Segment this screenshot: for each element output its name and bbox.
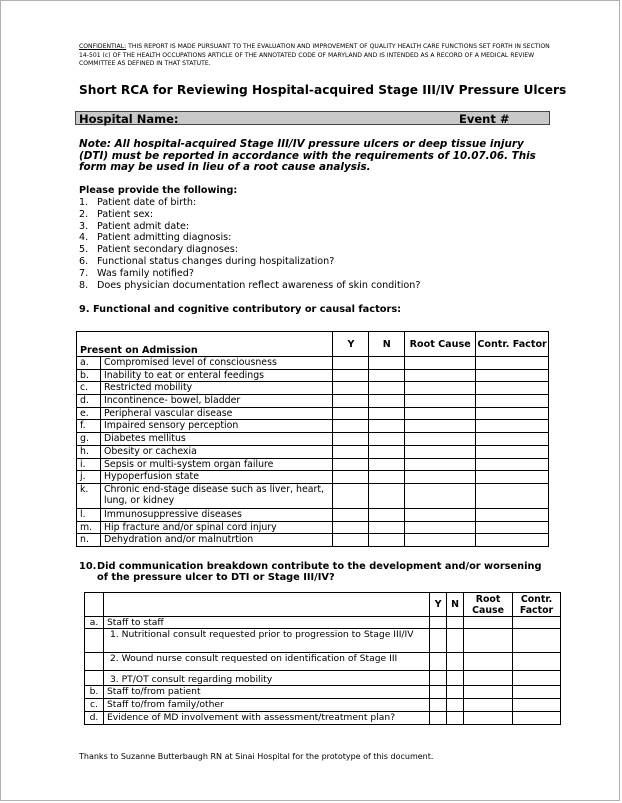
root-cause-cell[interactable]	[464, 712, 513, 725]
contr-factor-cell[interactable]	[513, 686, 561, 699]
question-list	[79, 197, 420, 291]
contr-factor-cell[interactable]	[476, 458, 549, 471]
table-row	[77, 395, 549, 408]
table-row	[77, 483, 549, 508]
root-cause-cell[interactable]	[405, 369, 476, 382]
section-10-heading	[79, 561, 549, 583]
row-label: Staff to staff	[103, 617, 429, 629]
root-cause-cell[interactable]	[405, 395, 476, 408]
table-header-row	[77, 332, 549, 357]
table-row	[85, 699, 561, 712]
question-number: 8.	[79, 279, 89, 291]
question-text: Patient secondary diagnoses:	[97, 244, 239, 256]
row-label: Compromised level of consciousness	[100, 357, 333, 370]
root-cause-cell[interactable]	[464, 671, 513, 686]
table-row	[85, 629, 561, 653]
reporting-note: Note: All hospital-acquired Stage III/IV pressure ulcers or deep tissue injury (DTI) must be reported in accordance with the requirements of 10.07.06. This form may be used in lieu of a root cause analysis.	[79, 138, 536, 174]
no-column-header: N	[447, 593, 464, 617]
no-cell[interactable]	[369, 407, 405, 420]
row-label: Staff to/from family/other	[103, 699, 429, 712]
question-item	[79, 221, 420, 233]
no-cell[interactable]	[447, 686, 464, 699]
row-letter	[85, 653, 104, 671]
question-number: 5.	[79, 244, 89, 256]
question-item	[79, 256, 420, 268]
row-letter: b.	[77, 369, 101, 382]
question-text: Patient admitting diagnosis:	[97, 232, 232, 244]
root-cause-cell[interactable]	[464, 686, 513, 699]
page-title: Short RCA for Reviewing Hospital-acquired Stage III/IV Pressure Ulcers	[79, 83, 567, 97]
row-label: Dehydration and/or malnutrtion	[100, 534, 333, 547]
root-cause-cell[interactable]	[464, 699, 513, 712]
row-letter: i.	[77, 458, 101, 471]
question-item	[79, 209, 420, 221]
row-label: Chronic end-stage disease such as liver, heart, lung, or kidney	[100, 483, 333, 508]
no-cell[interactable]	[447, 671, 464, 686]
yes-cell[interactable]	[333, 357, 369, 370]
table-row	[77, 407, 549, 420]
row-letter: g.	[77, 433, 101, 446]
communication-breakdown-table	[84, 592, 561, 725]
row-label: Hypoperfusion state	[100, 471, 333, 484]
no-cell[interactable]	[369, 483, 405, 508]
yes-cell[interactable]	[430, 712, 447, 725]
yes-cell[interactable]	[430, 686, 447, 699]
question-item	[79, 197, 420, 209]
contr-factor-cell[interactable]	[476, 382, 549, 395]
yes-column-header: Y	[333, 332, 369, 357]
row-label: Incontinence- bowel, bladder	[100, 395, 333, 408]
question-item	[79, 244, 420, 256]
contr-factor-cell[interactable]	[476, 508, 549, 521]
root-cause-cell[interactable]	[405, 508, 476, 521]
question-item	[79, 232, 420, 244]
table-row	[77, 534, 549, 547]
row-letter: h.	[77, 445, 101, 458]
yes-cell[interactable]	[333, 382, 369, 395]
table-row	[85, 686, 561, 699]
yes-cell[interactable]	[430, 617, 447, 629]
yes-cell[interactable]	[430, 699, 447, 712]
root-cause-cell[interactable]	[405, 433, 476, 446]
no-cell[interactable]	[369, 395, 405, 408]
no-cell[interactable]	[369, 534, 405, 547]
root-cause-cell[interactable]	[405, 357, 476, 370]
root-cause-cell[interactable]	[405, 471, 476, 484]
no-cell[interactable]	[369, 471, 405, 484]
event-number-label: Event #	[459, 112, 510, 126]
table-row	[77, 521, 549, 534]
root-cause-header: Root Cause	[464, 593, 513, 617]
table-row	[77, 420, 549, 433]
root-cause-cell[interactable]	[405, 534, 476, 547]
row-label: 1. Nutritional consult requested prior to progression to Stage III/IV	[103, 629, 429, 653]
row-label: 2. Wound nurse consult requested on identification of Stage III	[103, 653, 429, 671]
no-cell[interactable]	[447, 653, 464, 671]
question-number: 6.	[79, 255, 89, 267]
row-label: Sepsis or multi-system organ failure	[100, 458, 333, 471]
yes-cell[interactable]	[333, 420, 369, 433]
row-label: Immunosuppressive diseases	[100, 508, 333, 521]
table-row	[85, 653, 561, 671]
row-letter: a.	[85, 617, 104, 629]
row-label: Peripheral vascular disease	[100, 407, 333, 420]
no-cell[interactable]	[369, 433, 405, 446]
row-label: 3. PT/OT consult regarding mobility	[103, 671, 429, 686]
hospital-name-label: Hospital Name:	[79, 112, 179, 126]
section-10-text: Did communication breakdown contribute to the development and/or worsening of the pressure ulcer to DTI or Stage III/IV?	[97, 561, 542, 584]
no-cell[interactable]	[369, 369, 405, 382]
no-cell[interactable]	[369, 357, 405, 370]
hospital-info-bar	[75, 111, 550, 125]
contr-factor-cell[interactable]	[476, 420, 549, 433]
table-row	[77, 357, 549, 370]
root-cause-cell[interactable]	[464, 653, 513, 671]
yes-cell[interactable]	[430, 629, 447, 653]
row-letter: m.	[77, 521, 101, 534]
contr-factor-cell[interactable]	[513, 629, 561, 653]
row-letter: c.	[85, 699, 104, 712]
contr-factor-cell[interactable]	[513, 671, 561, 686]
contr-factor-cell[interactable]	[513, 699, 561, 712]
yes-cell[interactable]	[333, 534, 369, 547]
question-text: Was family notified?	[97, 267, 194, 279]
section-9-heading: 9. Functional and cognitive contributory or causal factors:	[79, 304, 402, 315]
table-row	[77, 382, 549, 395]
contr-factor-cell[interactable]	[476, 521, 549, 534]
yes-cell[interactable]	[333, 521, 369, 534]
root-cause-cell[interactable]	[405, 483, 476, 508]
no-cell[interactable]	[369, 445, 405, 458]
row-label: Impaired sensory perception	[100, 420, 333, 433]
contr-factor-cell[interactable]	[476, 471, 549, 484]
question-text: Patient admit date:	[97, 220, 190, 232]
yes-cell[interactable]	[333, 471, 369, 484]
root-cause-cell[interactable]	[405, 407, 476, 420]
row-letter	[85, 629, 104, 653]
table-row	[85, 671, 561, 686]
no-cell[interactable]	[447, 617, 464, 629]
contr-factor-cell[interactable]	[513, 712, 561, 725]
contr-factor-header: Contr. Factor	[476, 332, 549, 357]
table-row	[77, 471, 549, 484]
row-letter: c.	[77, 382, 101, 395]
contr-factor-cell[interactable]	[476, 433, 549, 446]
contr-factor-cell[interactable]	[476, 534, 549, 547]
table-header-row	[85, 593, 561, 617]
table-row	[77, 508, 549, 521]
row-letter: n.	[77, 534, 101, 547]
contr-factor-cell[interactable]	[476, 357, 549, 370]
row-letter: b.	[85, 686, 104, 699]
section-10-number: 10.	[79, 561, 97, 572]
contr-factor-cell[interactable]	[476, 407, 549, 420]
blank-header	[103, 593, 429, 617]
question-item	[79, 268, 420, 280]
table-row	[85, 712, 561, 725]
row-letter: d.	[85, 712, 104, 725]
root-cause-cell[interactable]	[405, 445, 476, 458]
table-row	[85, 617, 561, 629]
row-letter: f.	[77, 420, 101, 433]
contr-factor-header: Contr. Factor	[513, 593, 561, 617]
functional-factors-table	[76, 331, 549, 547]
no-cell[interactable]	[369, 508, 405, 521]
row-label: Inability to eat or enteral feedings	[100, 369, 333, 382]
row-label: Diabetes mellitus	[100, 433, 333, 446]
question-text: Patient date of birth:	[97, 197, 197, 208]
table-row	[77, 369, 549, 382]
no-cell[interactable]	[369, 382, 405, 395]
root-cause-cell[interactable]	[405, 521, 476, 534]
row-label: Staff to/from patient	[103, 686, 429, 699]
row-letter	[85, 671, 104, 686]
row-letter: l.	[77, 508, 101, 521]
root-cause-cell[interactable]	[464, 617, 513, 629]
no-column-header: N	[369, 332, 405, 357]
row-label: Hip fracture and/or spinal cord injury	[100, 521, 333, 534]
no-cell[interactable]	[447, 699, 464, 712]
provide-heading: Please provide the following:	[79, 185, 238, 196]
row-label: Evidence of MD involvement with assessment/treatment plan?	[103, 712, 429, 725]
contr-factor-cell[interactable]	[476, 483, 549, 508]
no-cell[interactable]	[447, 629, 464, 653]
acknowledgement-footer: Thanks to Suzanne Butterbaugh RN at Sinai Hospital for the prototype of this document.	[79, 752, 434, 761]
contr-factor-cell[interactable]	[513, 617, 561, 629]
row-letter: a.	[77, 357, 101, 370]
confidential-label: CONFIDENTIAL:	[79, 43, 127, 50]
no-cell[interactable]	[369, 458, 405, 471]
row-letter: k.	[77, 483, 101, 508]
table-row	[77, 458, 549, 471]
table-row	[77, 445, 549, 458]
question-number: 2.	[79, 208, 89, 220]
question-text: Functional status changes during hospitalization?	[97, 255, 335, 267]
present-on-admission-header: Present on Admission	[77, 332, 333, 357]
root-cause-cell[interactable]	[405, 382, 476, 395]
yes-cell[interactable]	[333, 445, 369, 458]
confidential-text: THIS REPORT IS MADE PURSUANT TO THE EVALUATION AND IMPROVEMENT OF QUALITY HEALTH CARE FUNCTIONS SET FORTH IN SECTION 14-501 (c) OF THE HEALTH OCCUPATIONS ARTICLE OF THE ANNOTATED CODE OF MARYLAND AND IS INTENDED AS A RECORD OF A MEDICAL REVIEW COMMITTEE AS DEFINED IN THAT STATUTE.	[79, 43, 550, 68]
yes-cell[interactable]	[430, 653, 447, 671]
root-cause-header: Root Cause	[405, 332, 476, 357]
row-letter: j.	[77, 471, 101, 484]
yes-column-header: Y	[430, 593, 447, 617]
yes-cell[interactable]	[333, 483, 369, 508]
question-text: Does physician documentation reflect awareness of skin condition?	[97, 279, 421, 291]
table-row	[77, 433, 549, 446]
yes-cell[interactable]	[333, 395, 369, 408]
blank-header	[85, 593, 104, 617]
contr-factor-cell[interactable]	[476, 395, 549, 408]
row-label: Obesity or cachexia	[100, 445, 333, 458]
yes-cell[interactable]	[333, 369, 369, 382]
root-cause-cell[interactable]	[405, 458, 476, 471]
question-text: Patient sex:	[97, 208, 154, 220]
question-item	[79, 280, 420, 292]
no-cell[interactable]	[369, 420, 405, 433]
no-cell[interactable]	[447, 712, 464, 725]
contr-factor-cell[interactable]	[513, 653, 561, 671]
no-cell[interactable]	[369, 521, 405, 534]
yes-cell[interactable]	[333, 458, 369, 471]
question-number: 1.	[79, 197, 89, 208]
row-letter: d.	[77, 395, 101, 408]
row-letter: e.	[77, 407, 101, 420]
yes-cell[interactable]	[333, 433, 369, 446]
yes-cell[interactable]	[333, 407, 369, 420]
question-number: 3.	[79, 220, 89, 232]
question-number: 4.	[79, 232, 89, 244]
root-cause-cell[interactable]	[464, 629, 513, 653]
confidential-notice	[79, 43, 551, 69]
root-cause-cell[interactable]	[405, 420, 476, 433]
row-label: Restricted mobility	[100, 382, 333, 395]
question-number: 7.	[79, 267, 89, 279]
yes-cell[interactable]	[430, 671, 447, 686]
contr-factor-cell[interactable]	[476, 369, 549, 382]
contr-factor-cell[interactable]	[476, 445, 549, 458]
yes-cell[interactable]	[333, 508, 369, 521]
